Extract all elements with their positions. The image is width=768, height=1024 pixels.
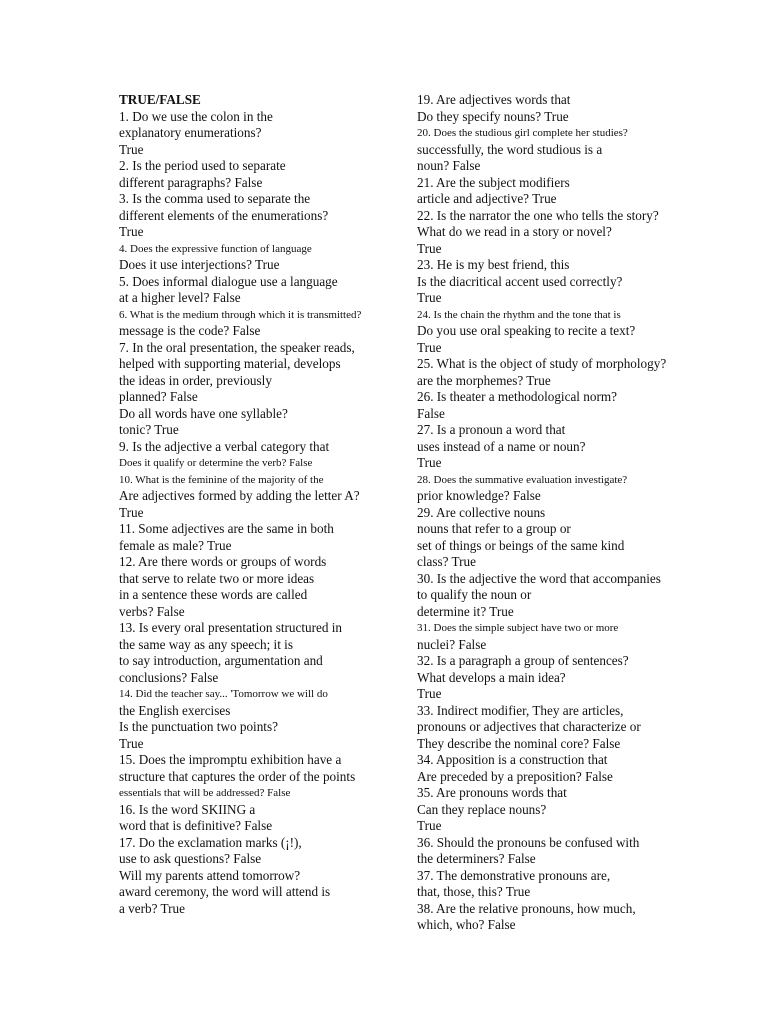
question-line: 27. Is a pronoun a word that bbox=[417, 422, 566, 437]
question-line: a verb? True bbox=[119, 900, 185, 916]
question-line: the ideas in order, previously bbox=[119, 372, 272, 388]
question-line: 29. Are collective nouns bbox=[417, 504, 546, 520]
question-line: determine it? True bbox=[417, 603, 514, 619]
question-line: 10. What is the feminine of the majority of the bbox=[119, 473, 324, 486]
question-line: 12. Are there words or groups of words bbox=[119, 554, 327, 569]
question-line: Is the punctuation two points? bbox=[119, 719, 278, 734]
question-line: 35. Are pronouns words that bbox=[417, 785, 567, 800]
question-line: 6. What is the medium through which it is transmitted? bbox=[119, 308, 362, 321]
question-line: different elements of the enumerations? bbox=[119, 207, 329, 223]
question-line: conclusions? False bbox=[119, 669, 219, 685]
question-line: True bbox=[119, 504, 144, 520]
question-line: 25. What is the object of study of morphology? bbox=[417, 356, 667, 371]
question-line: female as male? True bbox=[119, 537, 232, 553]
question-line: 32. Is a paragraph a group of sentences? bbox=[417, 653, 629, 668]
question-line: True bbox=[417, 686, 442, 701]
question-line: prior knowledge? False bbox=[417, 488, 541, 503]
question-line: different paragraphs? False bbox=[119, 174, 263, 190]
question-line: article and adjective? True bbox=[417, 191, 557, 206]
question-line: Are preceded by a preposition? False bbox=[417, 768, 613, 784]
question-line: Are adjectives formed by adding the letter A? bbox=[119, 488, 360, 503]
question-line: class? True bbox=[417, 554, 476, 569]
question-line: set of things or beings of the same kind bbox=[417, 537, 625, 553]
question-line: True bbox=[119, 224, 144, 239]
question-line: tonic? True bbox=[119, 422, 179, 437]
question-line: Is the diacritical accent used correctly? bbox=[417, 273, 623, 289]
question-line: True bbox=[417, 339, 442, 355]
question-line: 33. Indirect modifier, They are articles, bbox=[417, 702, 624, 718]
question-line: the same way as any speech; it is bbox=[119, 636, 293, 652]
question-line: 17. Do the exclamation marks (¡!), bbox=[119, 834, 302, 850]
question-line: uses instead of a name or noun? bbox=[417, 438, 586, 454]
question-line: 28. Does the summative evaluation investigate? bbox=[417, 473, 628, 486]
question-line: False bbox=[417, 405, 445, 421]
question-line: that, those, this? True bbox=[417, 884, 531, 899]
question-line: True bbox=[119, 735, 144, 751]
question-line: 20. Does the studious girl complete her studies? bbox=[417, 127, 628, 139]
question-line: 31. Does the simple subject have two or more bbox=[417, 622, 619, 634]
question-line: 38. Are the relative pronouns, how much, bbox=[417, 900, 636, 916]
question-line: 15. Does the impromptu exhibition have a bbox=[119, 752, 342, 767]
question-line: What develops a main idea? bbox=[417, 669, 566, 685]
question-line: that serve to relate two or more ideas bbox=[119, 570, 315, 586]
question-line: are the morphemes? True bbox=[417, 372, 551, 388]
question-line: True bbox=[119, 141, 144, 157]
question-line: 4. Does the expressive function of language bbox=[119, 242, 312, 255]
question-line: 14. Did the teacher say... 'Tomorrow we will do bbox=[119, 688, 328, 700]
question-line: award ceremony, the word will attend is bbox=[119, 884, 331, 899]
question-line: nouns that refer to a group or bbox=[417, 521, 571, 536]
question-line: True bbox=[417, 240, 442, 256]
question-line: planned? False bbox=[119, 389, 198, 404]
question-line: 36. Should the pronouns be confused with bbox=[417, 834, 640, 850]
question-line: 16. Is the word SKIING a bbox=[119, 801, 256, 817]
question-line: 26. Is theater a methodological norm? bbox=[417, 389, 617, 404]
question-line: 24. Is the chain the rhythm and the tone that is bbox=[417, 308, 621, 321]
question-line: in a sentence these words are called bbox=[119, 587, 308, 602]
question-line: Does it use interjections? True bbox=[119, 257, 280, 272]
question-line: 22. Is the narrator the one who tells the story? bbox=[417, 207, 659, 223]
question-line: use to ask questions? False bbox=[119, 851, 262, 866]
question-line: explanatory enumerations? bbox=[119, 125, 262, 140]
question-line: 9. Is the adjective a verbal category that bbox=[119, 438, 330, 454]
question-line: Do all words have one syllable? bbox=[119, 405, 288, 421]
question-line: the English exercises bbox=[119, 702, 231, 718]
question-line: Will my parents attend tomorrow? bbox=[119, 867, 301, 883]
question-line: helped with supporting material, develops bbox=[119, 356, 341, 371]
question-line: 1. Do we use the colon in the bbox=[119, 108, 273, 124]
question-line: 34. Apposition is a construction that bbox=[417, 752, 608, 767]
question-line: to qualify the noun or bbox=[417, 587, 532, 602]
question-line: successfully, the word studious is a bbox=[417, 141, 603, 157]
question-line: 23. He is my best friend, this bbox=[417, 257, 570, 272]
question-line: 2. Is the period used to separate bbox=[119, 158, 286, 173]
question-line: 37. The demonstrative pronouns are, bbox=[417, 867, 611, 883]
question-line: True bbox=[417, 818, 442, 833]
left-column bbox=[119, 92, 419, 917]
question-line: 7. In the oral presentation, the speaker reads, bbox=[119, 339, 355, 355]
question-line: True bbox=[417, 455, 442, 470]
question-line: Do you use oral speaking to recite a text? bbox=[417, 323, 636, 338]
question-line: Can they replace nouns? bbox=[417, 801, 547, 817]
question-line: the determiners? False bbox=[417, 851, 536, 866]
question-line: at a higher level? False bbox=[119, 290, 241, 305]
question-line: essentials that will be addressed? False bbox=[119, 787, 291, 799]
right-column bbox=[417, 92, 697, 934]
question-line: 3. Is the comma used to separate the bbox=[119, 191, 311, 206]
question-line: 30. Is the adjective the word that accompanies bbox=[417, 570, 661, 586]
question-line: 5. Does informal dialogue use a language bbox=[119, 273, 338, 289]
question-line: verbs? False bbox=[119, 603, 185, 619]
question-line: What do we read in a story or novel? bbox=[417, 224, 612, 239]
question-line: word that is definitive? False bbox=[119, 818, 273, 833]
question-line: pronouns or adjectives that characterize or bbox=[417, 719, 641, 734]
question-line: structure that captures the order of the points bbox=[119, 768, 356, 784]
question-line: True bbox=[417, 290, 442, 305]
question-line: Do they specify nouns? True bbox=[417, 108, 569, 124]
question-line: to say introduction, argumentation and bbox=[119, 653, 323, 668]
question-line: nuclei? False bbox=[417, 636, 487, 652]
question-line: 19. Are adjectives words that bbox=[417, 92, 571, 107]
question-line: They describe the nominal core? False bbox=[417, 735, 621, 751]
question-line: 21. Are the subject modifiers bbox=[417, 174, 570, 190]
question-line: which, who? False bbox=[417, 917, 516, 932]
question-line: 13. Is every oral presentation structured in bbox=[119, 620, 343, 635]
question-line: 11. Some adjectives are the same in both bbox=[119, 521, 334, 536]
question-line: noun? False bbox=[417, 158, 481, 173]
question-line: Does it qualify or determine the verb? False bbox=[119, 457, 313, 469]
question-line: message is the code? False bbox=[119, 323, 261, 338]
page-heading: TRUE/FALSE bbox=[119, 92, 201, 107]
